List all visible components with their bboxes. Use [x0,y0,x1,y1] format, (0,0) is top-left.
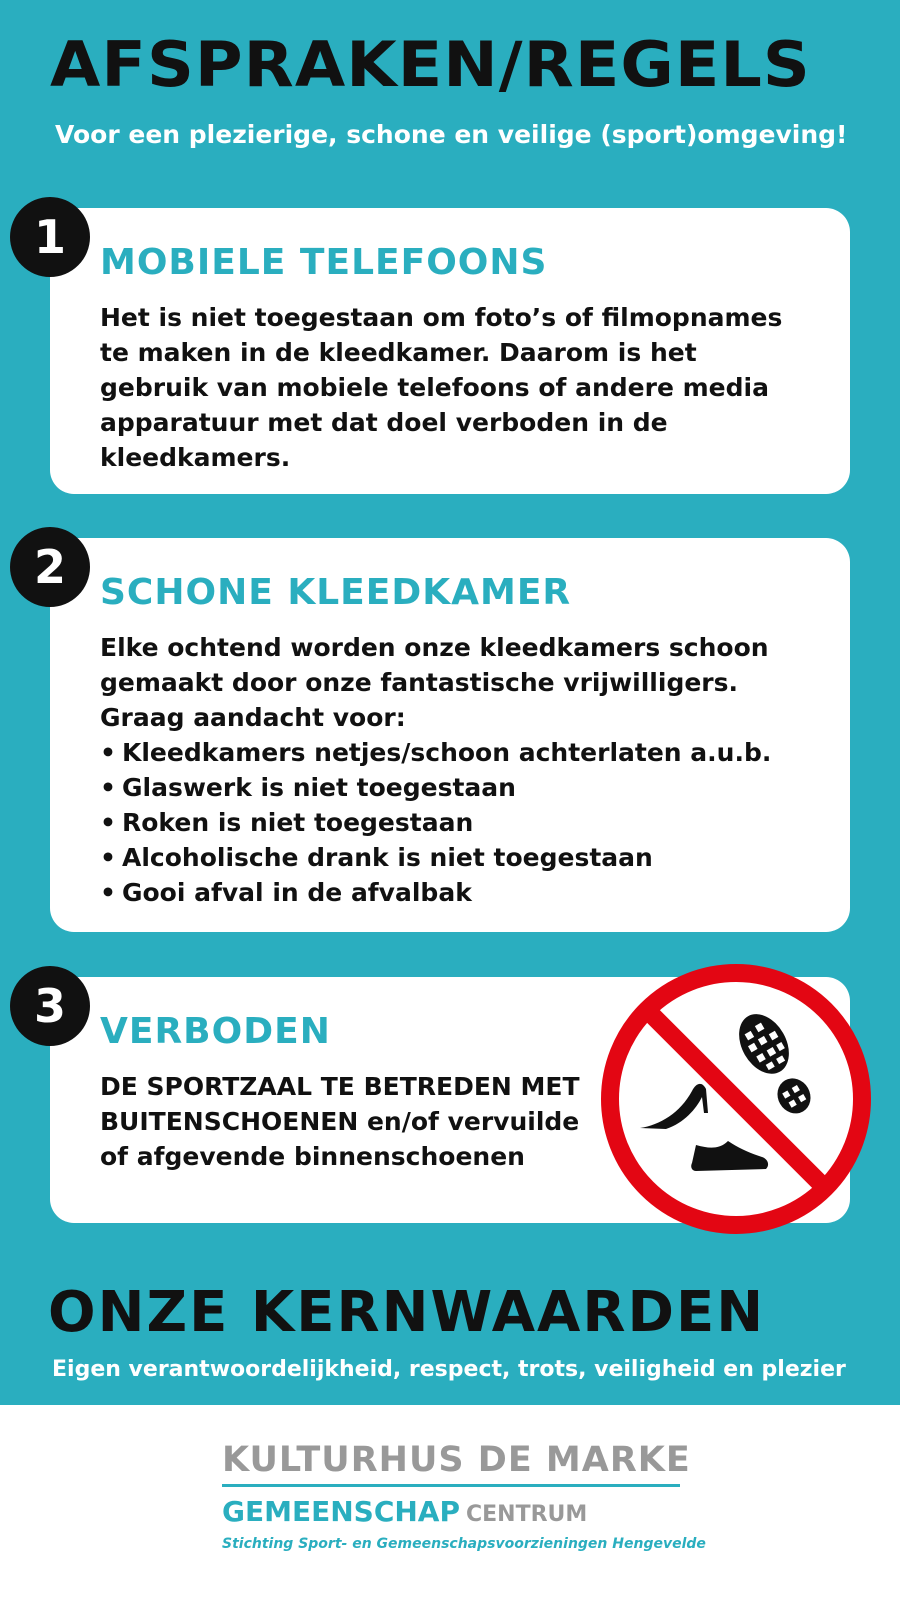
core-values-text: Eigen verantwoordelijkheid, respect, trots, veiligheid en plezier [52,1357,846,1382]
rule-number-badge: 2 [10,527,90,607]
list-item: • Gooi afval in de afvalbak [100,875,810,910]
list-item: • Glaswerk is niet toegestaan [100,770,810,805]
list-item: • Kleedkamers netjes/schoon achterlaten a.u.b. [100,735,810,770]
rule-body [100,630,810,910]
rule-card-mobile [50,208,850,494]
logo-line2-main: GEMEENSCHAP [222,1495,460,1528]
page-title: AFSPRAKEN/REGELS [50,28,811,101]
logo-divider [222,1484,680,1487]
no-shoes-sign-icon [600,963,872,1235]
list-item: • Alcoholische drank is niet toegestaan [100,840,810,875]
rule-number-badge: 3 [10,966,90,1046]
rule-card-clean [50,538,850,932]
core-values-title: ONZE KERNWAARDEN [48,1280,766,1345]
logo-tagline: Stichting Sport- en Gemeenschapsvoorzieningen Hengevelde [222,1536,706,1552]
rule-title: VERBODEN [100,1011,331,1052]
logo-line2-small: CENTRUM [466,1502,588,1527]
rule-title: SCHONE KLEEDKAMER [100,572,572,613]
list-item: • Roken is niet toegestaan [100,805,810,840]
rule-text: DE SPORTZAAL TE BETREDEN MET BUITENSCHOENEN en/of vervuilde of afgevende binnenschoenen [100,1072,580,1171]
rule-title: MOBIELE TELEFOONS [100,242,548,283]
rule-text: Het is niet toegestaan om foto’s of filmopnames te maken in de kleedkamer. Daarom is het gebruik van mobiele telefoons of andere media apparatuur met dat doel verboden in de kleedkamers. [100,303,783,472]
rule-bullet-list [100,735,810,910]
logo-name: KULTURHUS DE MARKE [222,1440,691,1480]
rule-text: Elke ochtend worden onze kleedkamers schoon gemaakt door onze fantastische vrijwilligers. Graag aandacht voor: [100,633,769,732]
rule-number-badge: 1 [10,197,90,277]
logo [222,1440,706,1552]
page-subtitle: Voor een plezierige, schone en veilige (sport)omgeving! [55,120,848,149]
logo-line2 [222,1495,682,1528]
